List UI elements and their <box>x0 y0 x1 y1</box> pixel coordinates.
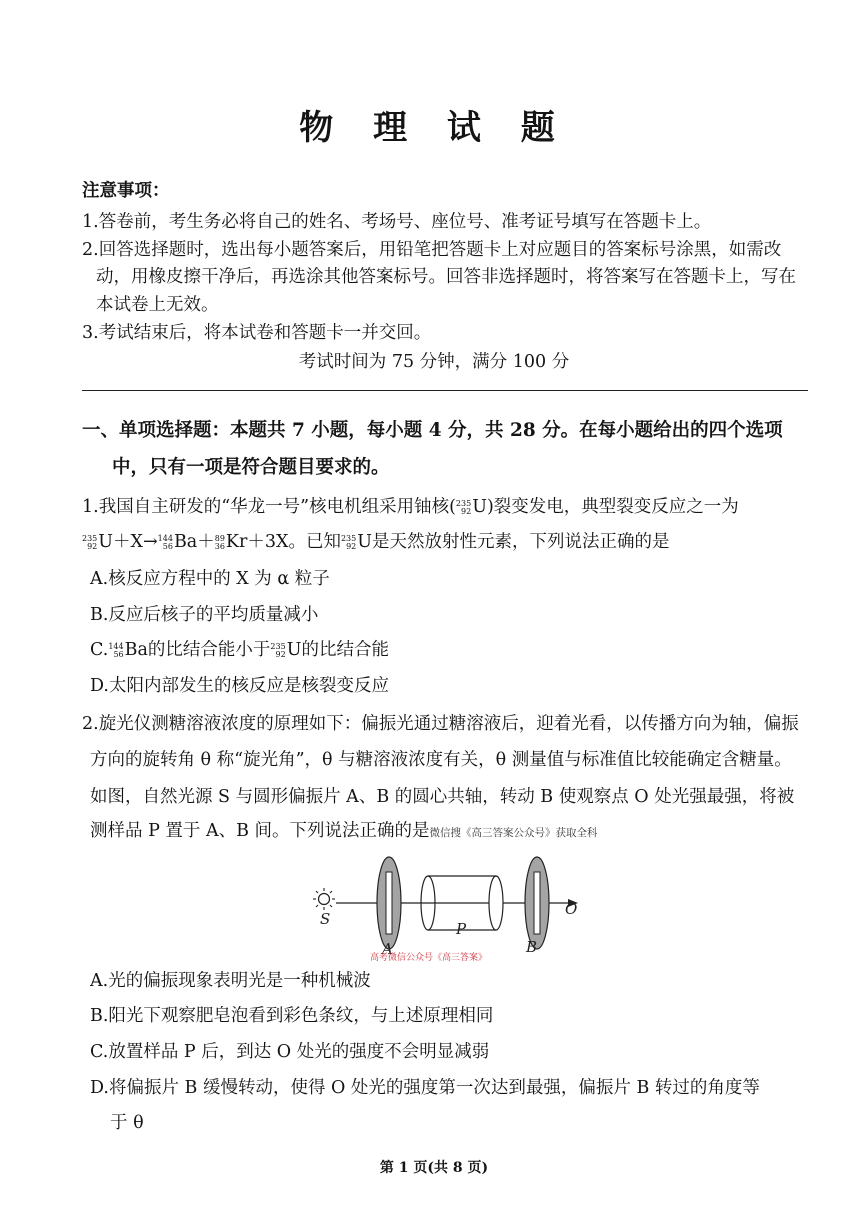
q1-stem-line1: 1.我国自主研发的“华龙一号”核电机组采用铀核( 235 92 U)裂变发电，典型裂变反应之一为 <box>82 497 739 517</box>
polarizer-a-icon <box>377 857 401 949</box>
label-b: B <box>526 938 538 956</box>
q1-stem-line2: 235 92 U＋X→ 144 56 Ba＋ 89 36 Kr＋3X。已知 235 92 U是天然放射性元素，下列说法正确的是 <box>82 532 670 552</box>
q2-option-c: C.放置样品 P 后，到达 O 处光的强度不会明显减弱 <box>90 1042 490 1062</box>
q1-option-c: C. 144 56 Ba的比结合能小于 235 92 U的比结合能 <box>90 640 389 660</box>
notice-item-1: 1.答卷前，考生务必将自己的姓名、考场号、座位号、准考证号填写在答题卡上。 <box>82 212 712 232</box>
q1-option-a: A.核反应方程中的 X 为 α 粒子 <box>90 569 330 589</box>
notice-heading: 注意事项： <box>82 181 170 201</box>
notice-item-2: 2.回答选择题时，选出每小题答案后，用铅笔把答题卡上对应题目的答案标号涂黑，如需改 <box>82 240 782 260</box>
light-source-icon <box>313 888 335 910</box>
q2-stem-line1: 2.旋光仪测糖溶液浓度的原理如下：偏振光通过糖溶液后，迎着光看，以传播方向为轴，偏振 <box>82 714 799 734</box>
notice-item-2-cont2: 本试卷上无效。 <box>96 295 219 315</box>
q2-option-a: A.光的偏振现象表明光是一种机械波 <box>90 971 371 991</box>
label-a: A <box>382 940 393 958</box>
label-p: P <box>456 920 467 938</box>
q2-option-d-cont: 于 θ <box>110 1113 144 1133</box>
exam-info: 考试时间为 75 分钟，满分 100 分 <box>298 352 570 372</box>
page-footer: 第 1 页(共 8 页) <box>379 1160 489 1176</box>
q2-option-d: D.将偏振片 B 缓慢转动，使得 O 处光的强度第一次达到最强，偏振片 B 转过的角度等 <box>90 1078 760 1098</box>
section-heading: 一、单项选择题：本题共 7 小题，每小题 4 分，共 28 分。在每小题给出的四个选项 <box>82 420 783 441</box>
notice-item-3: 3.考试结束后，将本试卷和答题卡一并交回。 <box>82 323 432 343</box>
figure-watermark: 高考微信公众号《高三答案》 <box>370 953 488 963</box>
section-heading-cont: 中，只有一项是符合题目要求的。 <box>112 457 390 478</box>
watermark-text: 微信搜《高三答案公众号》获取全科 <box>429 827 598 839</box>
polarizer-figure <box>300 848 600 966</box>
q1-option-b: B.反应后核子的平均质量减小 <box>90 605 319 625</box>
q2-stem-line2: 方向的旋转角 θ 称“旋光角”，θ 与糖溶液浓度有关，θ 测量值与标准值比较能确定含糖量。 <box>90 750 792 770</box>
label-o: O <box>565 900 578 918</box>
label-s: S <box>320 910 331 928</box>
notice-item-2-cont: 动，用橡皮擦干净后，再选涂其他答案标号。回答非选择题时，将答案写在答题卡上，写在 <box>96 267 796 287</box>
q1-option-d: D.太阳内部发生的核反应是核裂变反应 <box>90 676 389 696</box>
q2-stem-line4: 测样品 P 置于 A、B 间。下列说法正确的是微信搜《高三答案公众号》获取全科 <box>90 821 598 841</box>
page-title: 物 理 试 题 <box>299 108 569 148</box>
q2-option-b: B.阳光下观察肥皂泡看到彩色条纹，与上述原理相同 <box>90 1006 494 1026</box>
divider <box>82 390 808 391</box>
q2-stem-line3: 如图，自然光源 S 与圆形偏振片 A、B 的圆心共轴，转动 B 使观察点 O 处光强最强，将被 <box>90 787 795 807</box>
polarizer-b-icon <box>525 857 549 949</box>
